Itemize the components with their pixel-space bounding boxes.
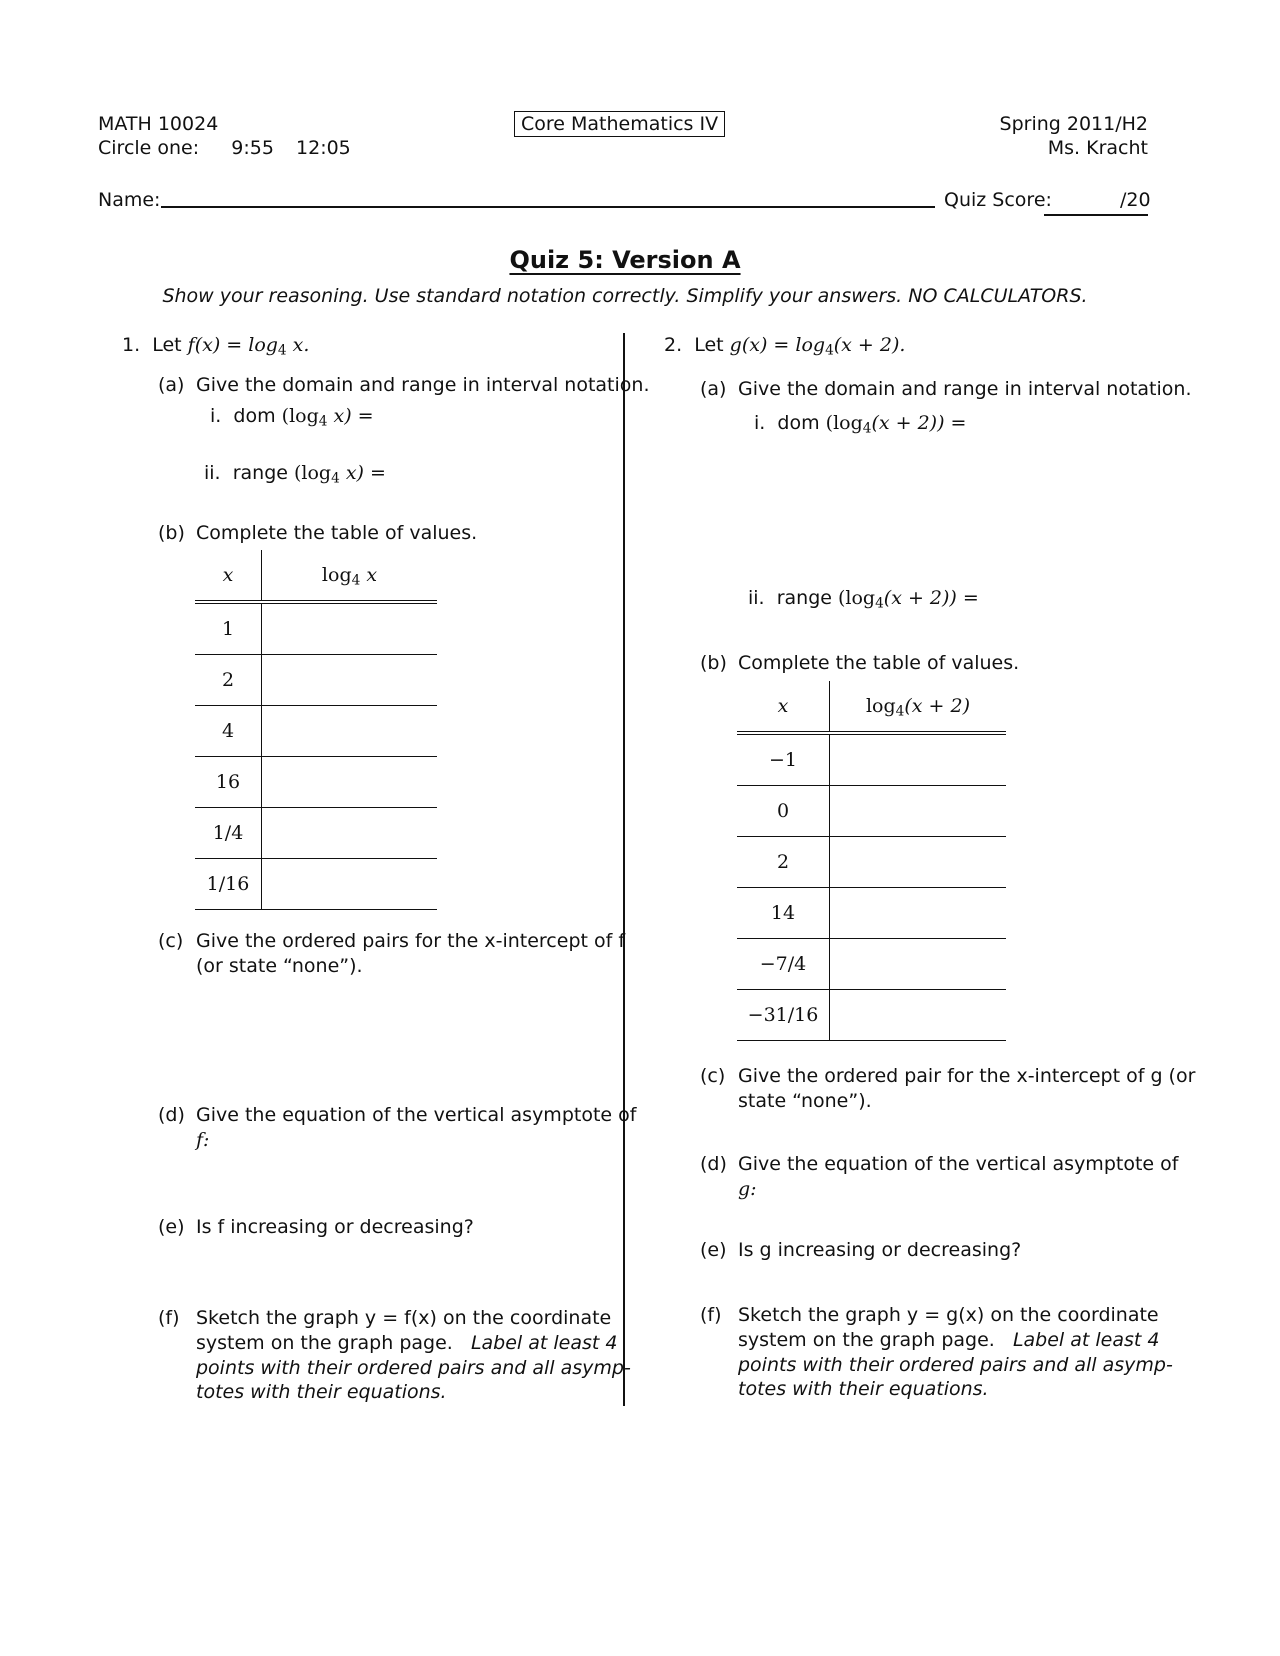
q2-table-x: −31/16 (737, 990, 830, 1041)
q2c-text-1: Give the ordered pair for the x-intercept of g (or (738, 1065, 1196, 1087)
score-line[interactable] (1044, 214, 1148, 216)
q2-table-x: −7/4 (737, 939, 830, 990)
q2-table-x: 2 (737, 837, 830, 888)
q1-table-answer[interactable] (262, 706, 438, 757)
course-title-box: Core Mathematics IV (514, 111, 725, 137)
q1e-text: Is f increasing or decreasing? (196, 1216, 474, 1238)
q2f-text-3: points with their ordered pairs and all asymp- (738, 1354, 1173, 1376)
q1-table-answer[interactable] (262, 859, 438, 910)
q2d-text-1: Give the equation of the vertical asymptote of (738, 1153, 1179, 1175)
q2-table-answer[interactable] (830, 837, 1007, 888)
q1c-text-1: Give the ordered pairs for the x-intercept of f (196, 930, 626, 952)
q1c-text-2: (or state “none”). (196, 955, 363, 977)
q1-table-x: 16 (195, 757, 262, 808)
q1d-text-2: f: (196, 1129, 210, 1151)
q1-statement: 1. Let $f(x) = \log_4 x$. (122, 334, 310, 359)
q2f-text-2: system on the graph page. Label at least 4 (738, 1329, 1160, 1351)
q2c-text-2: state “none”). (738, 1090, 872, 1112)
q2f-text-1: Sketch the graph y = g(x) on the coordinate (738, 1304, 1159, 1326)
q1f-label: (f) (158, 1307, 180, 1329)
q1-table-answer[interactable] (262, 757, 438, 808)
q1-table-x: 1/4 (195, 808, 262, 859)
q1-table-answer[interactable] (262, 808, 438, 859)
name-line[interactable] (161, 206, 935, 208)
q1e-label: (e) (158, 1216, 185, 1238)
circle-one-label: Circle one: (98, 137, 200, 159)
q1-table-x: 1 (195, 602, 262, 655)
q1-table-answer[interactable] (262, 602, 438, 655)
name-label: Name: (98, 189, 161, 211)
q2b-text: Complete the table of values. (738, 652, 1020, 674)
q2e-label: (e) (700, 1239, 727, 1261)
column-divider (623, 333, 625, 1406)
q1f-text-3: points with their ordered pairs and all asymp- (196, 1357, 631, 1379)
q2a-text: Give the domain and range in interval notation. (738, 378, 1192, 400)
q2a-label: (a) (700, 378, 727, 400)
q2a-i: i. dom $(\log_4(x + 2))$ = (754, 412, 967, 437)
quiz-title: Quiz 5: Version A (509, 246, 741, 274)
score-label: Quiz Score: (944, 189, 1052, 211)
q2f-label: (f) (700, 1304, 722, 1326)
q1-table-answer[interactable] (262, 655, 438, 706)
q2-table-answer[interactable] (830, 939, 1007, 990)
time-option-1: 9:55 (231, 137, 274, 159)
q2e-text: Is g increasing or decreasing? (738, 1239, 1022, 1261)
q1-table-x: 1/16 (195, 859, 262, 910)
q1f-text-2: system on the graph page. Label at least 4 (196, 1332, 618, 1354)
q1f-text-4: totes with their equations. (196, 1381, 447, 1403)
q1-table-x: 2 (195, 655, 262, 706)
q2-table-answer[interactable] (830, 786, 1007, 837)
q2-table-answer[interactable] (830, 990, 1007, 1041)
q2-statement: 2. Let $g(x) = \log_4(x + 2)$. (664, 334, 906, 359)
q1b-text: Complete the table of values. (196, 522, 478, 544)
q1-table-x: 4 (195, 706, 262, 757)
circle-one-line (98, 137, 351, 159)
time-option-2: 12:05 (296, 137, 351, 159)
q2b-label: (b) (700, 652, 727, 674)
q2d-text-2: g: (738, 1178, 757, 1200)
q1-value-table (195, 550, 437, 910)
q2f-text-4: totes with their equations. (738, 1378, 989, 1400)
q2c-label: (c) (700, 1065, 726, 1087)
q2-table-answer[interactable] (830, 888, 1007, 939)
q1-table-head-x: x (195, 550, 262, 602)
q2-table-x: 0 (737, 786, 830, 837)
q1-table-head-f: $\log_4 x$ (262, 550, 438, 602)
q2-table-head-f: $\log_4(x + 2)$ (830, 681, 1007, 733)
q1a-text: Give the domain and range in interval notation. (196, 374, 650, 396)
q2-value-table (737, 681, 1006, 1041)
q1b-label: (b) (158, 522, 185, 544)
term: Spring 2011/H2 (999, 113, 1148, 135)
q2-table-answer[interactable] (830, 733, 1007, 786)
q1a-i: i. dom ($\log_4$ x) = (210, 405, 374, 430)
q2-table-x: 14 (737, 888, 830, 939)
quiz-instructions: Show your reasoning. Use standard notation correctly. Simplify your answers. NO CALCULATORS. (162, 285, 1088, 307)
q1a-ii: ii. range ($\log_4$ x) = (204, 462, 386, 487)
q1f-text-1: Sketch the graph y = f(x) on the coordinate (196, 1307, 612, 1329)
q1d-label: (d) (158, 1104, 185, 1126)
score-total: /20 (1120, 189, 1151, 211)
course-code: MATH 10024 (98, 113, 219, 135)
q2a-ii: ii. range $(\log_4(x + 2))$ = (748, 587, 979, 612)
q1a-label: (a) (158, 374, 185, 396)
q2-table-x: −1 (737, 733, 830, 786)
q2-table-head-x: x (737, 681, 830, 733)
q1c-label: (c) (158, 930, 184, 952)
instructor: Ms. Kracht (1047, 137, 1148, 159)
q1d-text-1: Give the equation of the vertical asymptote of (196, 1104, 637, 1126)
q2d-label: (d) (700, 1153, 727, 1175)
